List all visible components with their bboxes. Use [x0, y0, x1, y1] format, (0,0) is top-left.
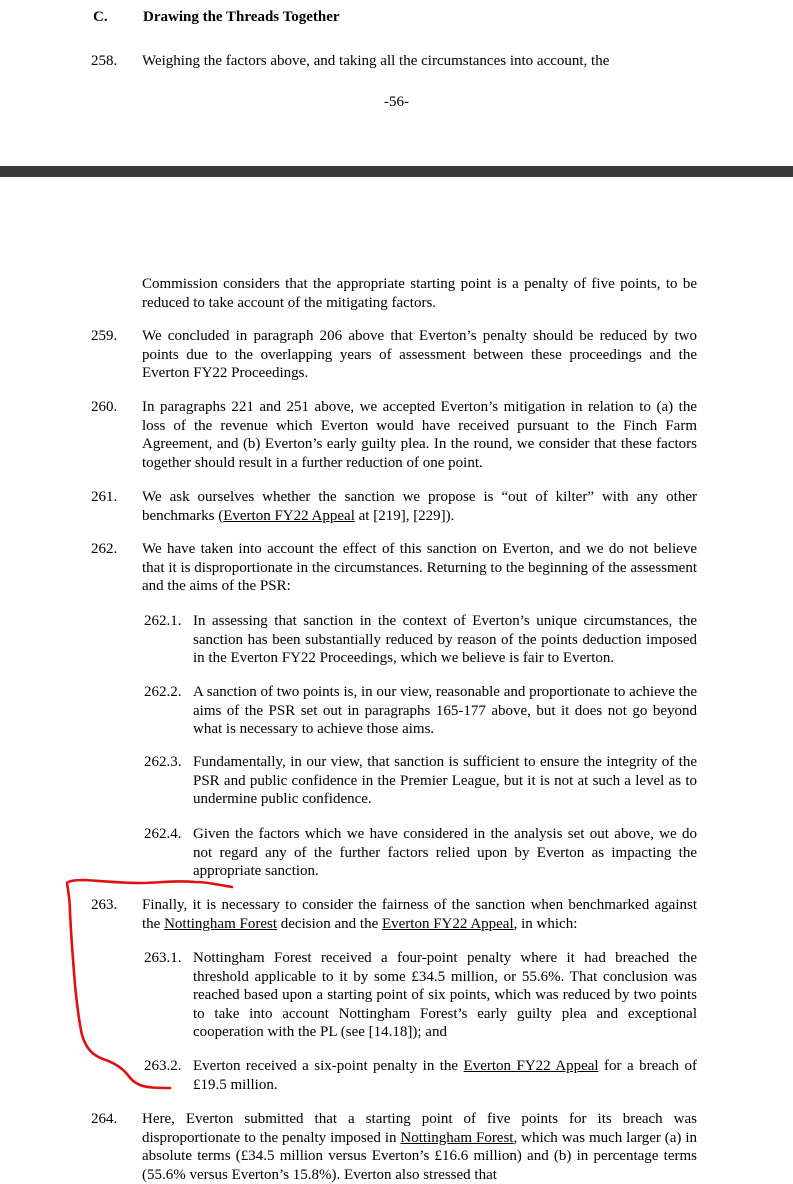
- paragraph-258-start: Weighing the factors above, and taking all the circumstances into account, the: [142, 53, 610, 69]
- paragraph-264-text-a: Here, Everton submitted that a starting point of five points for its breach was disproportionate to the penalty imposed in: [142, 1111, 697, 1146]
- subparagraph-number-262-2: 262.2.: [144, 684, 182, 700]
- case-link-everton-fy22-appeal[interactable]: Everton FY22 Appeal: [381, 915, 514, 932]
- paragraph-263-text-b: decision and the: [277, 915, 382, 932]
- paragraph-264: [142, 1110, 697, 1184]
- case-link-nottingham-forest[interactable]: Nottingham Forest: [400, 1129, 514, 1146]
- paragraph-261: [142, 488, 697, 525]
- subparagraph-number-262-1: 262.1.: [144, 613, 182, 629]
- paragraph-263-text-c: , in which:: [513, 915, 578, 932]
- subparagraph-262-4: Given the factors which we have considered in the analysis set out above, we do not regard any of the further factors relied upon by Everton as impacting the appropriate sanction.: [193, 826, 697, 880]
- paragraph-262: We have taken into account the effect of this sanction on Everton, and we do not believe that it is disproportionate in the circumstances. Returning to the beginning of the assessment and the aims of the PSR:: [142, 541, 697, 595]
- subparagraph-262-3: Fundamentally, in our view, that sanction is sufficient to ensure the integrity of the PSR and public confidence in the Premier League, but it is not at such a level as to undermine public confidence.: [193, 754, 697, 808]
- section-title: Drawing the Threads Together: [143, 9, 340, 25]
- paragraph-259: We concluded in paragraph 206 above that Everton’s penalty should be reduced by two points due to the overlapping years of assessment between these proceedings and the Everton FY22 Proceedings.: [142, 328, 697, 382]
- paragraph-260: In paragraphs 221 and 251 above, we accepted Everton’s mitigation in relation to (a) the loss of the revenue which Everton would have received pursuant to the Finch Farm Agreement, and (b) Everton’s early guilty plea. In the round, we consider that these factors together should result in a further reduction of one point.: [142, 399, 697, 471]
- paragraph-263: [142, 896, 697, 933]
- subparagraph-number-263-1: 263.1.: [144, 950, 182, 966]
- paragraph-number-262: 262.: [91, 541, 118, 557]
- paragraph-261-text-a: We ask ourselves whether the sanction we propose is “out of kilter” with any other benchmarks (: [142, 489, 697, 524]
- paragraph-264-text-b: , which was much larger (a) in absolute terms (£34.5 million versus Everton’s £16.6 million) and (b) in percentage terms (55.6% versus Everton’s 15.8%). Everton also stressed that: [142, 1129, 697, 1183]
- subparagraph-263-2-text-b: for a breach of £19.5 million.: [193, 1058, 697, 1093]
- case-link-nottingham-forest[interactable]: Nottingham Forest: [164, 915, 277, 932]
- paragraph-number-263: 263.: [91, 897, 118, 913]
- paragraph-258-continued: Commission considers that the appropriate starting point is a penalty of five points, to be reduced to take account of the mitigating factors.: [142, 276, 697, 311]
- subparagraph-262-1: In assessing that sanction in the context of Everton’s unique circumstances, the sanction has been substantially reduced by reason of the points deduction imposed in the Everton FY22 Proceedings, which we believe is fair to Everton.: [193, 613, 697, 667]
- paragraph-number-259: 259.: [91, 328, 118, 344]
- subparagraph-number-262-4: 262.4.: [144, 826, 182, 842]
- subparagraph-263-1: Nottingham Forest received a four-point penalty where it had breached the threshold applicable to it by some £34.5 million, or 55.6%. That conclusion was reached based upon a starting point of six points, which was reduced by two points to take into account Nottingham Forest’s early guilty plea and exceptional cooperation with the PL (see [14.18]); and: [193, 950, 697, 1041]
- paragraph-number-261: 261.: [91, 489, 118, 505]
- case-link-everton-fy22-appeal[interactable]: Everton FY22 Appeal: [463, 1058, 599, 1074]
- subparagraph-number-263-2: 263.2.: [144, 1058, 182, 1074]
- paragraph-number-258: 258.: [91, 53, 118, 69]
- section-letter: C.: [93, 9, 108, 25]
- case-link-everton-fy22-appeal[interactable]: Everton FY22 Appeal: [223, 507, 355, 524]
- subparagraph-number-262-3: 262.3.: [144, 754, 182, 770]
- paragraph-263-text-a: Finally, it is necessary to consider the fairness of the sanction when benchmarked against the: [142, 897, 697, 932]
- subparagraph-262-2: A sanction of two points is, in our view, reasonable and proportionate to achieve the aims of the PSR set out in paragraphs 165-177 above, but it does not go beyond what is necessary to achieve those aims.: [193, 684, 697, 738]
- page-number: -56-: [384, 94, 409, 110]
- paragraph-number-260: 260.: [91, 399, 118, 415]
- page-separator: [0, 166, 793, 177]
- paragraph-number-264: 264.: [91, 1111, 118, 1127]
- subparagraph-263-2: [193, 1057, 697, 1094]
- paragraph-261-text-b: at [219], [229]).: [354, 507, 455, 524]
- subparagraph-263-2-text-a: Everton received a six-point penalty in the: [193, 1058, 464, 1074]
